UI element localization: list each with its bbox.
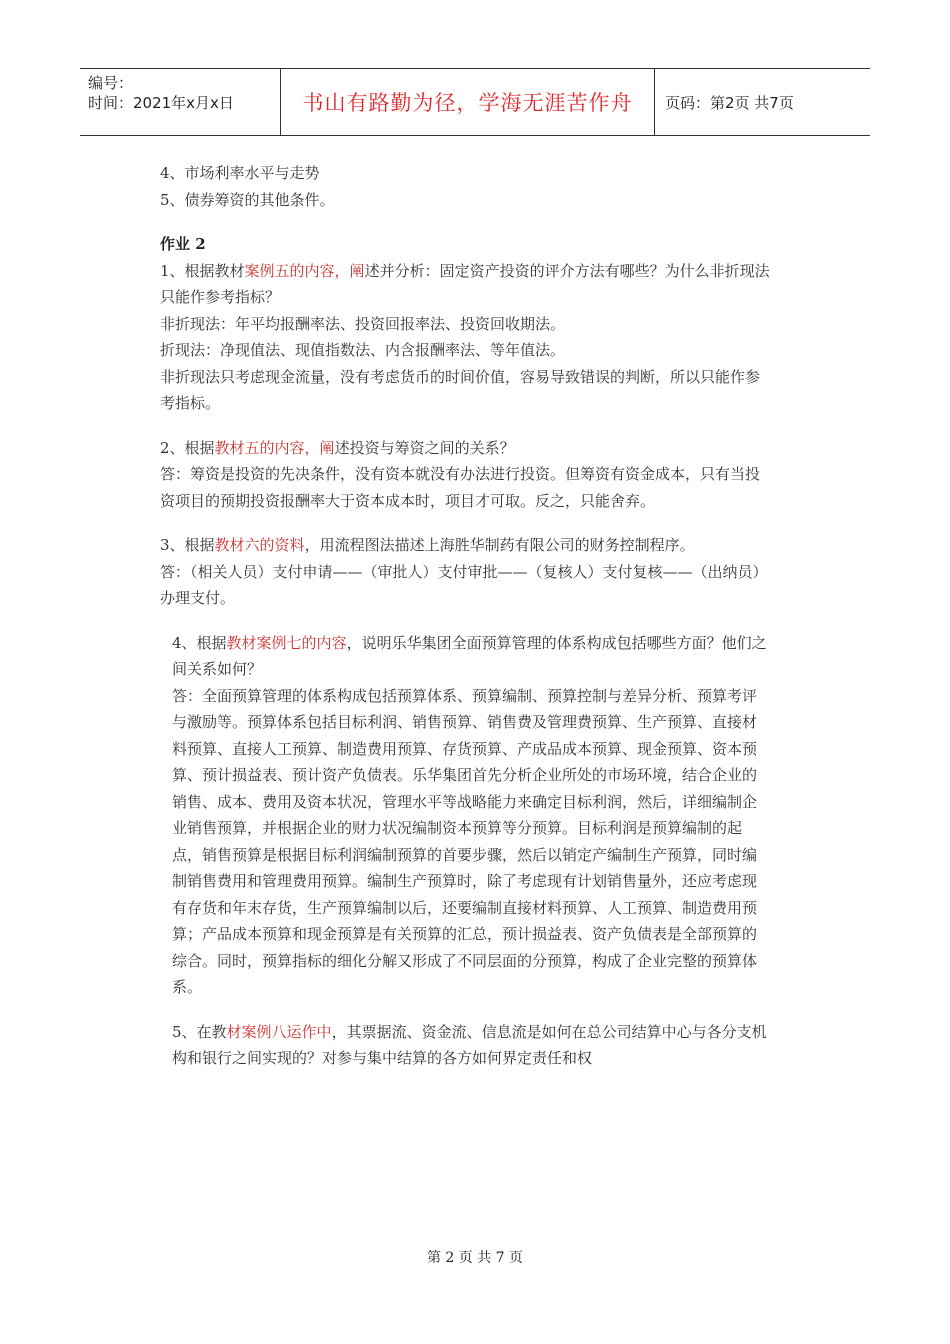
answer-line: 折现法：净现值法、现值指数法、内含报酬率法、等年值法。 [160, 341, 566, 359]
answer: 答：全面预算管理的体系构成包括预算体系、预算编制、预算控制与差异分析、预算考评与激励等。预算体系包括目标利润、销售预算、销售费及管理费预算、生产预算、直接材料预算、直接人工预算、制造费用预算、存货预算、产成品成本预算、现金预算、资本预算、预计损益表、预计资产负债表。乐华集团首先分析企业所处的市场环境，结合企业的销售、成本、费用及资本状况，管理水平等战略能力来确定目标利润，然后，详细编制企业销售预算，并根据企业的财力状况编制资本预算等分预算。目标利润是预算编制的起点，销售预算是根据目标利润编制预算的首要步骤，然后以销定产编制生产预算，同时编制销售费用和管理费用预算。编制生产预算时，除了考虑现有计划销售量外，还应考虑现有存货和年末存货，生产预算编制以后，还要编制直接材料预算、人工预算、制造费用预算；产品成本预算和现金预算是有关预算的汇总，预计损益表、资产负债表是全部预算的综合。同时，预算指标的细化分解又形成了不同层面的分预算，构成了企业完整的预算体系。 [172, 686, 758, 996]
header-motto: 书山有路勤为径，学海无涯苦作舟 [281, 69, 655, 135]
paragraph: 4、市场利率水平与走势 [160, 164, 320, 182]
question-3: 3、根据教材六的资料，用流程图法描述上海胜华制药有限公司的财务控制程序。 [160, 536, 695, 554]
homework-title: 作业 2 [160, 235, 206, 253]
question-2: 2、根据教材五的内容，阐述投资与筹资之间的关系？ [160, 438, 515, 457]
question-1: 1、根据教材案例五的内容，阐述并分析：固定资产投资的评介方法有哪些？为什么非折现法只能作参考指标？ [160, 261, 770, 306]
question-4: 4、根据教材案例七的内容，说明乐华集团全面预算管理的体系构成包括哪些方面？他们之间关系如何？ [172, 633, 767, 678]
page-header [80, 68, 870, 136]
answer-line: 非折现法只考虑现金流量，没有考虑货币的时间价值，容易导致错误的判断，所以只能作参考指标。 [160, 367, 761, 412]
page-footer: 第 2 页 共 7 页 [426, 1250, 524, 1266]
document-body [160, 160, 770, 1072]
header-meta [80, 69, 281, 135]
question-5: 5、在教材案例八运作中，其票据流、资金流、信息流是如何在总公司结算中心与各分支机构和银行之间实现的？对参与集中结算的各方如何界定责任和权 [172, 1022, 767, 1067]
paragraph: 5、债券筹资的其他条件。 [160, 190, 335, 209]
answer: 答：（相关人员）支付申请——（审批人）支付审批——（复核人）支付复核——（出纳员）办理支付。 [160, 562, 768, 607]
answer: 答：筹资是投资的先决条件，没有资本就没有办法进行投资。但筹资有资金成本，只有当投资项目的预期投资报酬率大于资本成本时，项目才可取。反之，只能舍弃。 [160, 465, 761, 510]
header-page-number: 页码：第2页 共7页 [665, 93, 794, 112]
document-date: 时间：2021年x月x日 [88, 94, 234, 112]
document-number: 编号： [88, 74, 134, 92]
answer-line: 非折现法：年平均报酬率法、投资回报率法、投资回收期法。 [160, 314, 566, 333]
